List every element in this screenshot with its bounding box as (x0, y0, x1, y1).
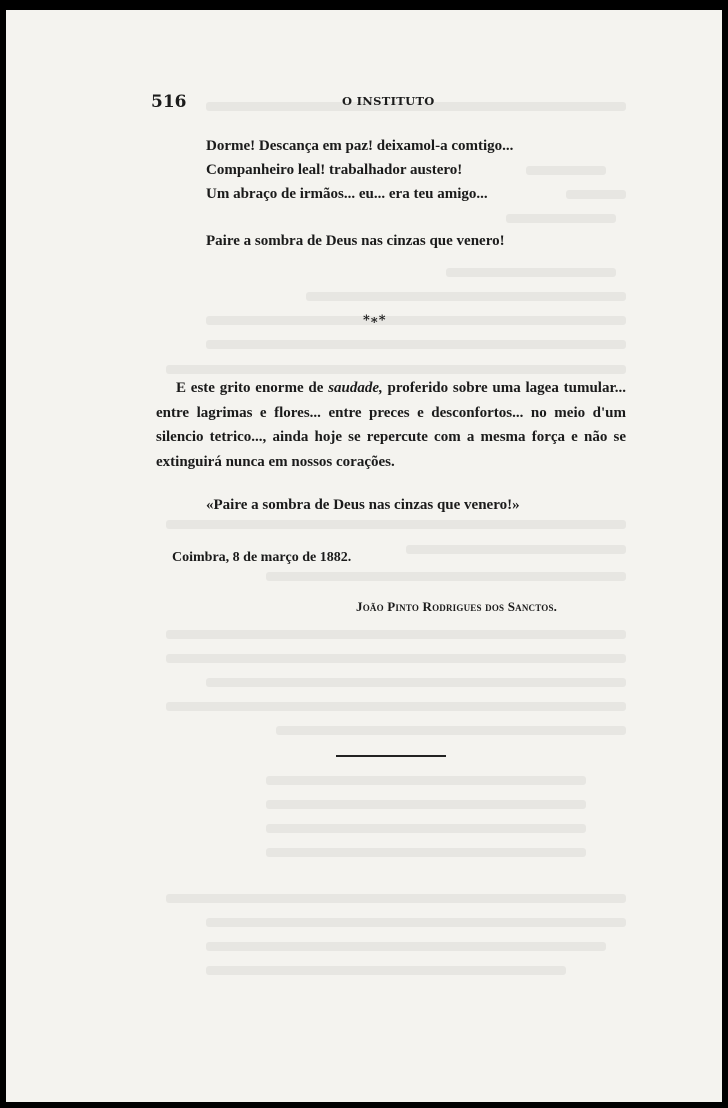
closing-quote: «Paire a sombra de Deus nas cinzas que venero!» (206, 497, 520, 513)
place-date: Coimbra, 8 de março de 1882. (172, 550, 352, 565)
document-page (6, 10, 722, 1102)
poem-line: Dorme! Descança em paz! deixamol-a comtigo... (206, 138, 514, 154)
signature: João Pinto Rodrigues dos Sanctos. (356, 599, 558, 614)
prose-text: proferido sobre uma lagea tumular... entre lagrimas e flores... entre preces e desconfortos... no meio d'um silencio tetrico..., ainda hoje se repercute com a mesma força e não se extinguirá nunca em nossos corações. (156, 380, 626, 470)
section-divider-rule (336, 755, 446, 757)
poem-line: Companheiro leal! trabalhador austero! (206, 162, 463, 178)
prose-paragraph (156, 376, 626, 474)
poem-line: Paire a sombra de Deus nas cinzas que venero! (206, 233, 505, 249)
page-number: 516 (151, 92, 187, 112)
prose-text: E este grito enorme de (176, 380, 329, 396)
section-separator: *∗* (363, 313, 386, 328)
poem-line: Um abraço de irmãos... eu... era teu amigo... (206, 186, 488, 202)
running-title: O INSTITUTO (342, 94, 435, 108)
prose-italic-word: saudade, (328, 380, 383, 396)
